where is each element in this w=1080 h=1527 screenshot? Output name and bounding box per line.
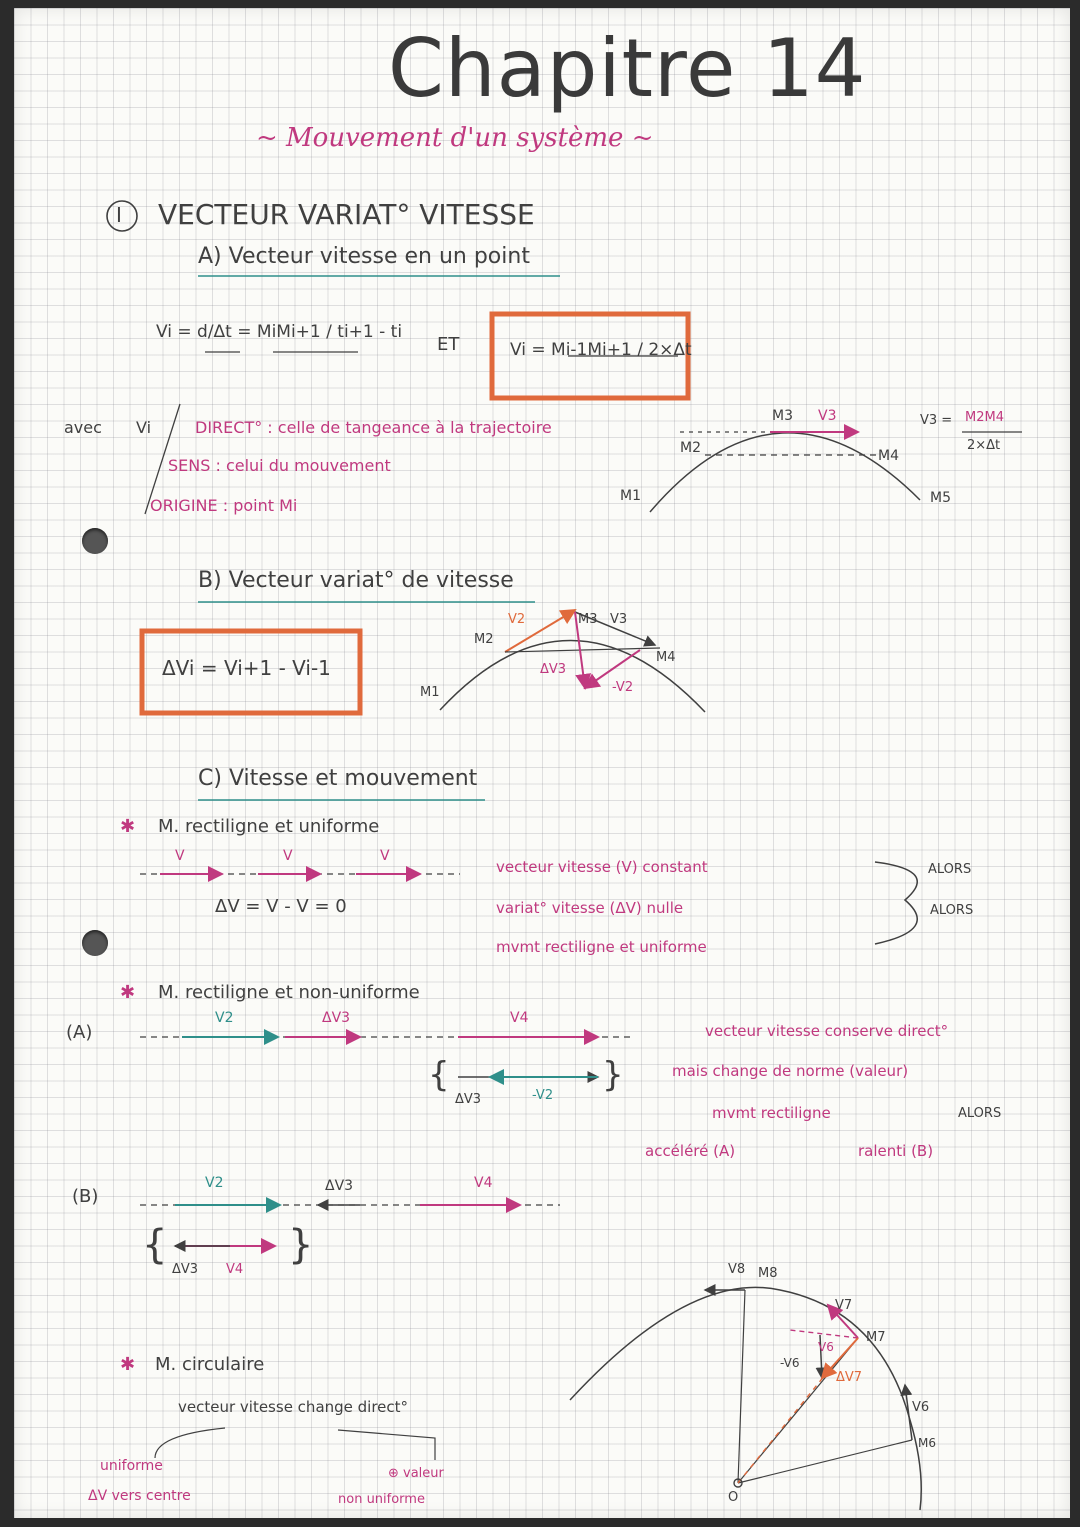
case3-valeur: ⊕ valeur [388,1466,444,1481]
origine-def: ORIGINE : point Mi [150,496,298,515]
direction-def: DIRECT° : celle de tangeance à la trajectoire [195,418,552,437]
case2-v2-a: V2 [215,1010,234,1026]
case1-title: M. rectiligne et uniforme [158,816,380,837]
brace-open-a: { [428,1055,450,1095]
case3-line1: vecteur vitesse change direct° [178,1398,409,1416]
heading-c: C) Vitesse et mouvement [198,766,478,791]
case2-title: M. rectiligne et non-uniforme [158,982,420,1003]
label-v7: V7 [835,1298,853,1313]
case1-line3: mvmt rectiligne et uniforme [496,938,707,956]
v3-formula-lhs: V3 = [920,413,953,428]
formula-a1: Vi = d/Δt = MiMi+1 / ti+1 - ti [156,322,403,342]
label-m2-a: M2 [680,440,701,456]
section-numeral: I [116,203,122,227]
case1-alors2: ALORS [930,903,974,918]
case1-v1: V [175,848,185,864]
case2-ralenti: ralenti (B) [858,1142,934,1160]
case2-label-b: (B) [72,1186,99,1207]
label-dv3-b: ΔV3 [540,662,567,677]
label-m1-b: M1 [420,685,440,700]
brace-open-b: { [142,1222,168,1268]
case2-accelere: accéléré (A) [645,1142,736,1160]
label-neg-v6: -V6 [780,1356,800,1370]
circular-trajectory [570,1287,921,1510]
page-title: Chapitre 14 [388,22,867,115]
star-bullet: ✱ [120,1354,136,1375]
star-bullet: ✱ [120,982,136,1003]
label-m3-a: M3 [772,408,793,424]
brace-close-a: } [602,1055,624,1095]
label-m7: M7 [866,1330,886,1345]
case1-alors1: ALORS [928,862,972,877]
brace-close-b: } [288,1222,314,1268]
case3-uniforme: uniforme [100,1458,163,1474]
case2-dv3-b: ΔV3 [325,1178,354,1194]
case2-v4-b: V4 [474,1175,493,1191]
case2-v4-brace-b: V4 [226,1262,244,1277]
case2-dv3-a: ΔV3 [322,1010,351,1026]
case1-line1: vecteur vitesse (V) constant [496,858,708,876]
formula-a2: Vi = Mi-1Mi+1 / 2×Δt [510,340,692,360]
case1-v3: V [380,848,390,864]
case2-note2: mais change de norme (valeur) [672,1062,909,1080]
case1-delta: ΔV = V - V = 0 [215,896,347,917]
label-neg-v2-b: -V2 [612,680,634,695]
sens-def: SENS : celui du mouvement [168,456,391,475]
case2-label-a: (A) [66,1022,93,1043]
case1-v2: V [283,848,293,864]
label-v6-pink: V6 [818,1340,834,1354]
brace-case1 [875,862,917,944]
vi-label: Vi [136,418,152,437]
formula-b: ΔVi = Vi+1 - Vi-1 [162,656,331,680]
section-title: VECTEUR VARIAT° VITESSE [158,198,535,231]
case3-dv-vers: ΔV vers centre [88,1488,191,1504]
case2-v4-a: V4 [510,1010,529,1026]
label-v3-a: V3 [818,408,837,424]
case2-note1: vecteur vitesse conserve direct° [705,1022,949,1040]
label-m8: M8 [758,1266,778,1281]
label-m3-b: M3 [578,612,598,627]
page-subtitle: ~ Mouvement d'un système ~ [256,123,654,153]
heading-b: B) Vecteur variat° de vitesse [198,568,514,593]
case2-alors: ALORS [958,1106,1002,1121]
label-m2-b: M2 [474,632,494,647]
label-v8: V8 [728,1262,746,1277]
label-m4-a: M4 [878,448,899,464]
case3-non-uniforme: non uniforme [338,1492,425,1507]
label-v2-b: V2 [508,612,526,627]
label-m6: M6 [918,1436,936,1450]
case2-v2-b: V2 [205,1175,224,1191]
numeral-circle [107,201,137,231]
v3-formula-den: 2×Δt [967,438,1001,453]
case2-note3: mvmt rectiligne [712,1104,831,1122]
case2-dv3-brace-b: ΔV3 [172,1262,199,1277]
case1-line2: variat° vitesse (ΔV) nulle [496,899,684,917]
label-v6: V6 [912,1400,930,1415]
label-v3-b: V3 [610,612,628,627]
label-m4-b: M4 [656,650,676,665]
v3-formula-num: M2M4 [965,410,1004,425]
label-o: O [728,1490,739,1505]
avec-label: avec [64,418,102,437]
case3-title: M. circulaire [155,1354,265,1375]
label-m5-a: M5 [930,490,951,506]
case2-dv3-brace-a: ΔV3 [455,1092,482,1107]
heading-a: A) Vecteur vitesse en un point [198,244,530,269]
et-label: ET [437,334,460,355]
label-m1-a: M1 [620,488,641,504]
case2-neg-v2-a: -V2 [532,1088,554,1103]
star-bullet: ✱ [120,816,136,837]
label-dv7: ΔV7 [836,1370,863,1385]
